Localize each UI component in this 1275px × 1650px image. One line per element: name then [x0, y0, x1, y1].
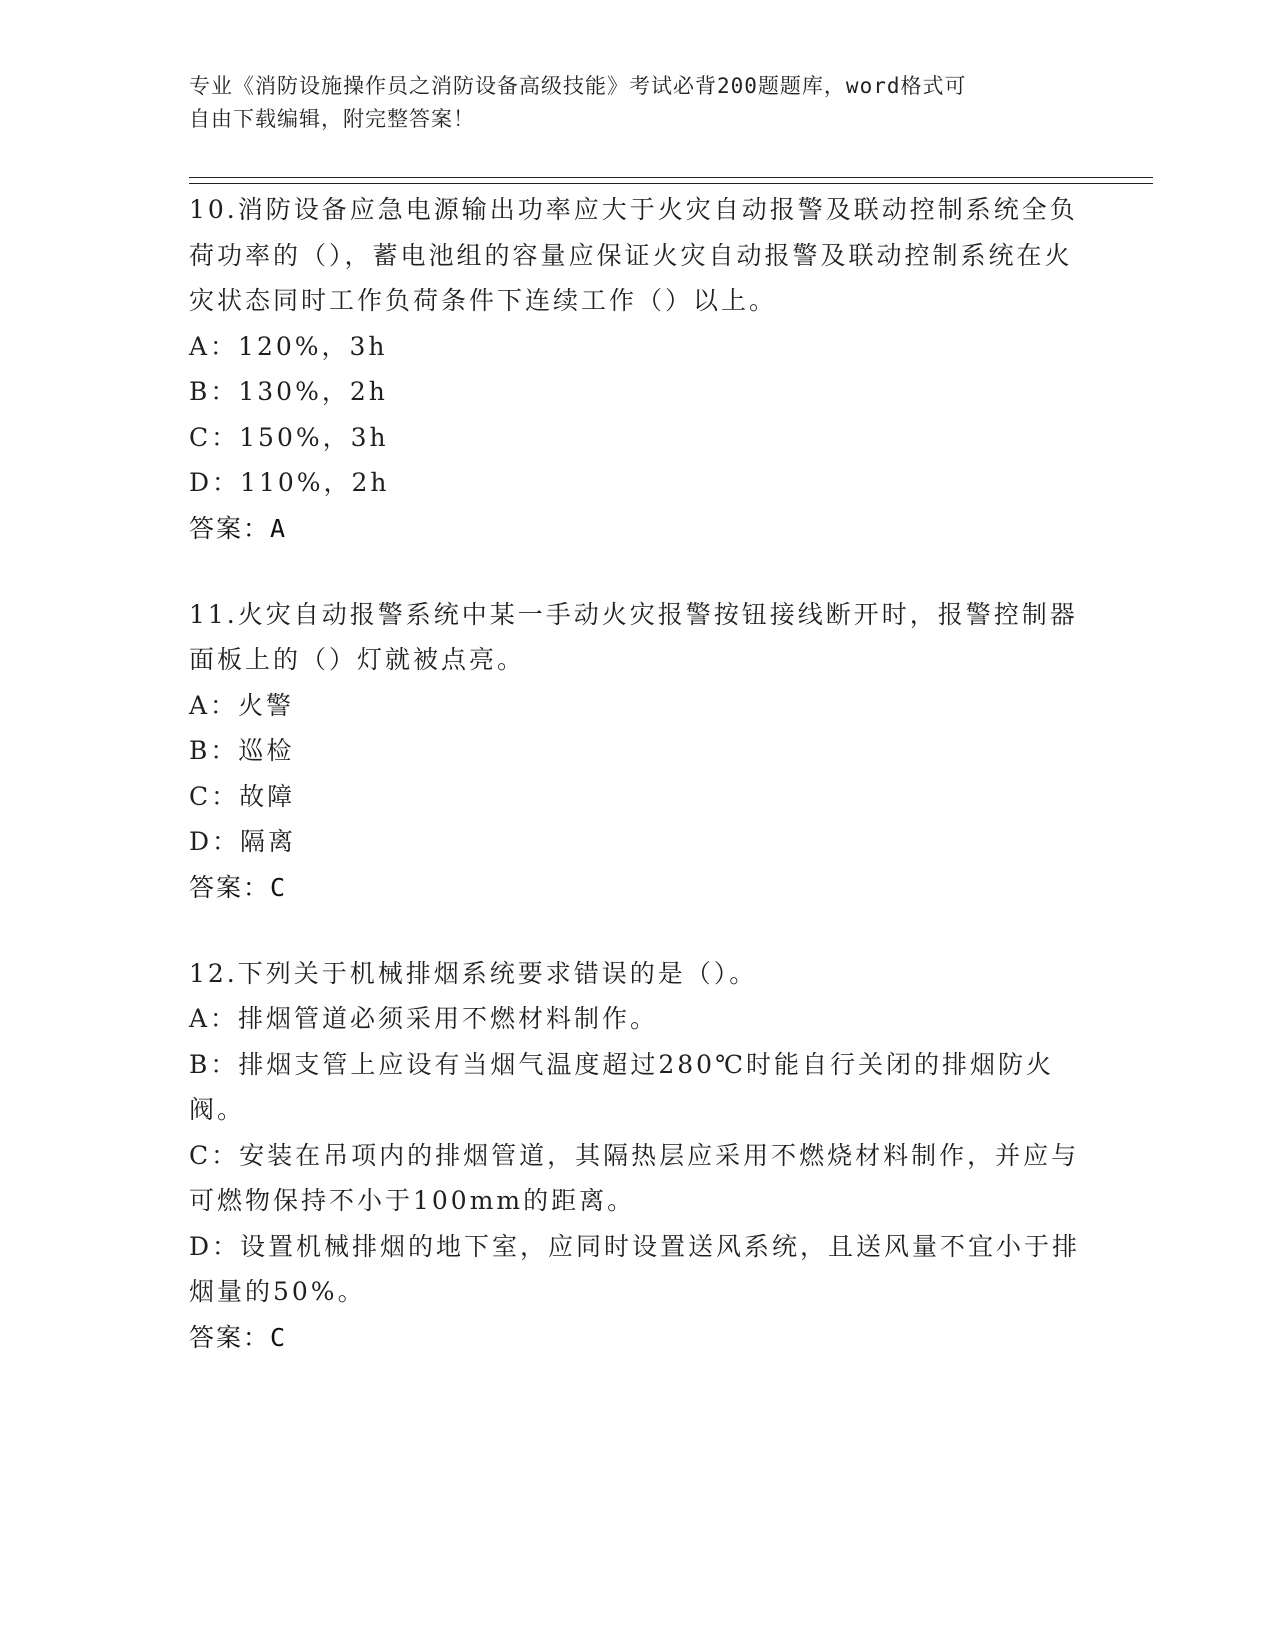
question-12 [189, 951, 1089, 1361]
answer-line: 答案：A [189, 513, 288, 543]
option-d: D：隔离 [189, 827, 297, 856]
option-d: D：110%，2h [189, 468, 390, 497]
question-10 [189, 187, 1089, 552]
option-a: A：120%，3h [189, 331, 388, 361]
question-stem: 11.火灾自动报警系统中某一手动火灾报警按钮接线断开时，报警控制器面板上的（）灯就被点亮。 [189, 599, 1078, 674]
option-b: B：排烟支管上应设有当烟气温度超过280℃时能自行关闭的排烟防火阀。 [189, 1049, 1055, 1124]
header-line-2: 自由下载编辑，附完整答案！ [189, 107, 475, 131]
header-divider-top [189, 177, 1153, 178]
header-line-1: 专业《消防设施操作员之消防设备高级技能》考试必背200题题库，word格式可 [189, 74, 967, 98]
question-11 [189, 592, 1089, 911]
header-divider-bottom [189, 183, 1153, 184]
option-c: C：故障 [189, 781, 296, 811]
question-stem: 10.消防设备应急电源输出功率应大于火灾自动报警及联动控制系统全负荷功率的（），蓄电池组的容量应保证火灾自动报警及联动控制系统在火灾状态同时工作负荷条件下连续工作（）以上。 [189, 195, 1078, 315]
option-b: B：巡检 [189, 736, 295, 765]
answer-line: 答案：C [189, 1322, 288, 1352]
option-d: D：设置机械排烟的地下室，应同时设置送风系统，且送风量不宜小于排烟量的50%。 [189, 1231, 1081, 1306]
option-a: A：火警 [189, 690, 295, 720]
question-list [189, 187, 1089, 1401]
question-stem: 12.下列关于机械排烟系统要求错误的是（）。 [189, 958, 758, 988]
option-c: C：150%，3h [189, 422, 389, 452]
option-c: C：安装在吊项内的排烟管道，其隔热层应采用不燃烧材料制作，并应与可燃物保持不小于100mm的距离。 [189, 1140, 1080, 1215]
option-b: B：130%，2h [189, 377, 388, 406]
option-a: A：排烟管道必须采用不燃材料制作。 [189, 1004, 659, 1033]
document-header [189, 70, 1069, 136]
answer-line: 答案：C [189, 872, 288, 902]
